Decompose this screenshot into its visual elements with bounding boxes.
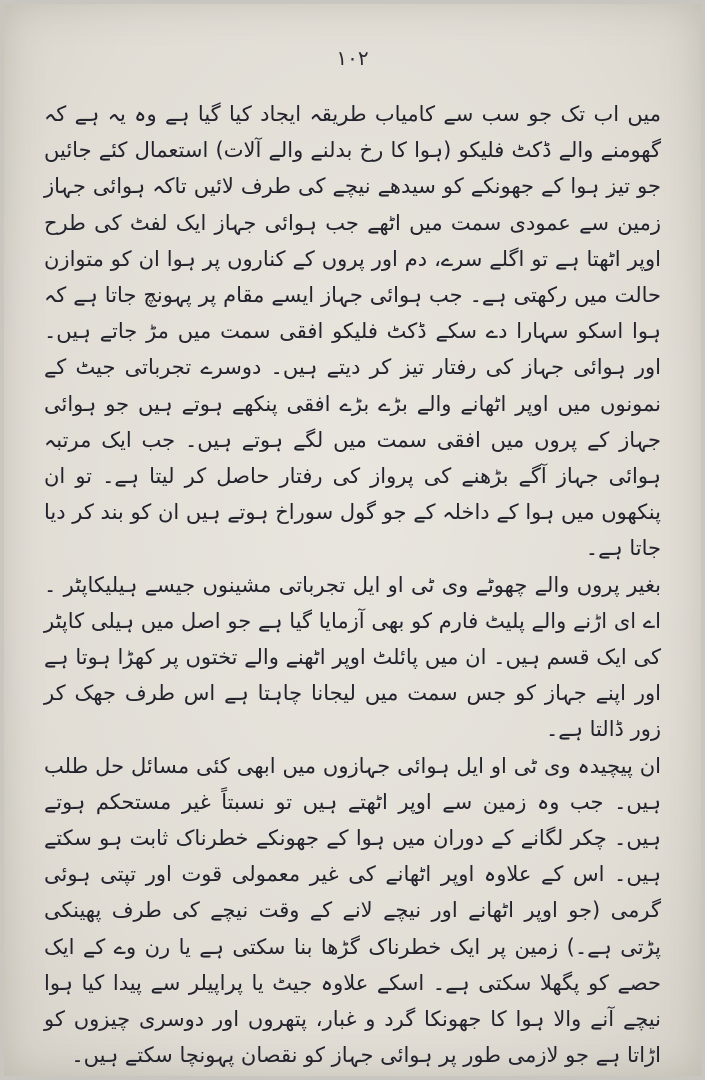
body-text [44, 96, 661, 1073]
book-page [4, 4, 701, 1076]
paragraph-1: میں اب تک جو سب سے کامیاب طریقہ ایجاد کیا گیا ہے وہ یہ ہے کہ گھومنے والے ڈکٹ فلیکو (ہوا کا رخ بدلنے والے آلات) استعمال کئے جائیں جو تیز ہوا کے جھونکے کو سیدھے نیچے کی طرف لائیں تاکہ ہوائی جہاز زمین سے عمودی سمت میں اٹھے جب ہوائی جہاز ایک لفٹ کی طرح اوپر اٹھتا ہے تو اگلے سرے، دم اور پروں کے کناروں پر ہوا ان کو متوازن حالت میں رکھتی ہے۔ جب ہوائی جہاز ایسے مقام پر پہونچ جاتا ہے کہ ہوا اسکو سہارا دے سکے ڈکٹ فلیکو افقی سمت میں مڑ جاتے ہیں۔ اور ہوائی جہاز کی رفتار تیز کر دیتے ہیں۔ دوسرے تجرباتی جیٹ کے نمونوں میں اوپر اٹھانے والے بڑے بڑے افقی پنکھے ہوتے ہیں جو ہوائی جہاز کے پروں میں افقی سمت میں لگے ہوتے ہیں۔ جب ایک مرتبہ ہوائی جہاز آگے بڑھنے کی پرواز کی رفتار حاصل کر لیتا ہے۔ تو ان پنکھوں میں ہوا کے داخلہ کے جو گول سوراخ ہوتے ہیں ان کو بند کر دیا جاتا ہے۔ [44, 102, 661, 561]
paragraph-3: ان پیچیدہ وی ٹی او ایل ہوائی جہازوں میں ابھی کئی مسائل حل طلب ہیں۔ جب وہ زمین سے اوپر اٹھتے ہیں تو نسبتاً غیر مستحکم ہوتے ہیں۔ چکر لگانے کے دوران میں ہوا کے جھونکے خطرناک ثابت ہو سکتے ہیں۔ اس کے علاوہ اوپر اٹھانے کی غیر معمولی قوت اور تپتی ہوئی گرمی (جو اوپر اٹھانے اور نیچے لانے کے وقت نیچے کی طرف پھینکی پڑتی ہے۔) زمین پر ایک خطرناک گڑھا بنا سکتی ہے یا رن وے کے ایک حصے کو پگھلا سکتی ہے۔ اسکے علاوہ جیٹ یا پراپیلر سے پیدا کیا ہوا نیچے آنے والا ہوا کا جھونکا گرد و غبار، پتھروں اور دوسری چیزوں کو اڑاتا ہے جو لازمی طور پر ہوائی جہاز کو نقصان پہونچا سکتے ہیں۔ [44, 753, 661, 1068]
page-number: ۱۰۲ [336, 46, 369, 70]
paragraph-2: بغیر پروں والے چھوٹے وی ٹی او ایل تجرباتی مشینوں جیسے ہیلیکاپٹر ۔ اے ای اڑنے والے پلیٹ فارم کو بھی آزمایا گیا ہے جو اصل میں ہیلی کاپٹر کی ایک قسم ہیں۔ ان میں پائلٹ اوپر اٹھنے والے تختوں پر کھڑا ہوتا ہے اور اپنے جہاز کو جس سمت میں لیجانا چاہتا ہے اس طرف جھک کر زور ڈالتا ہے۔ [44, 572, 661, 742]
